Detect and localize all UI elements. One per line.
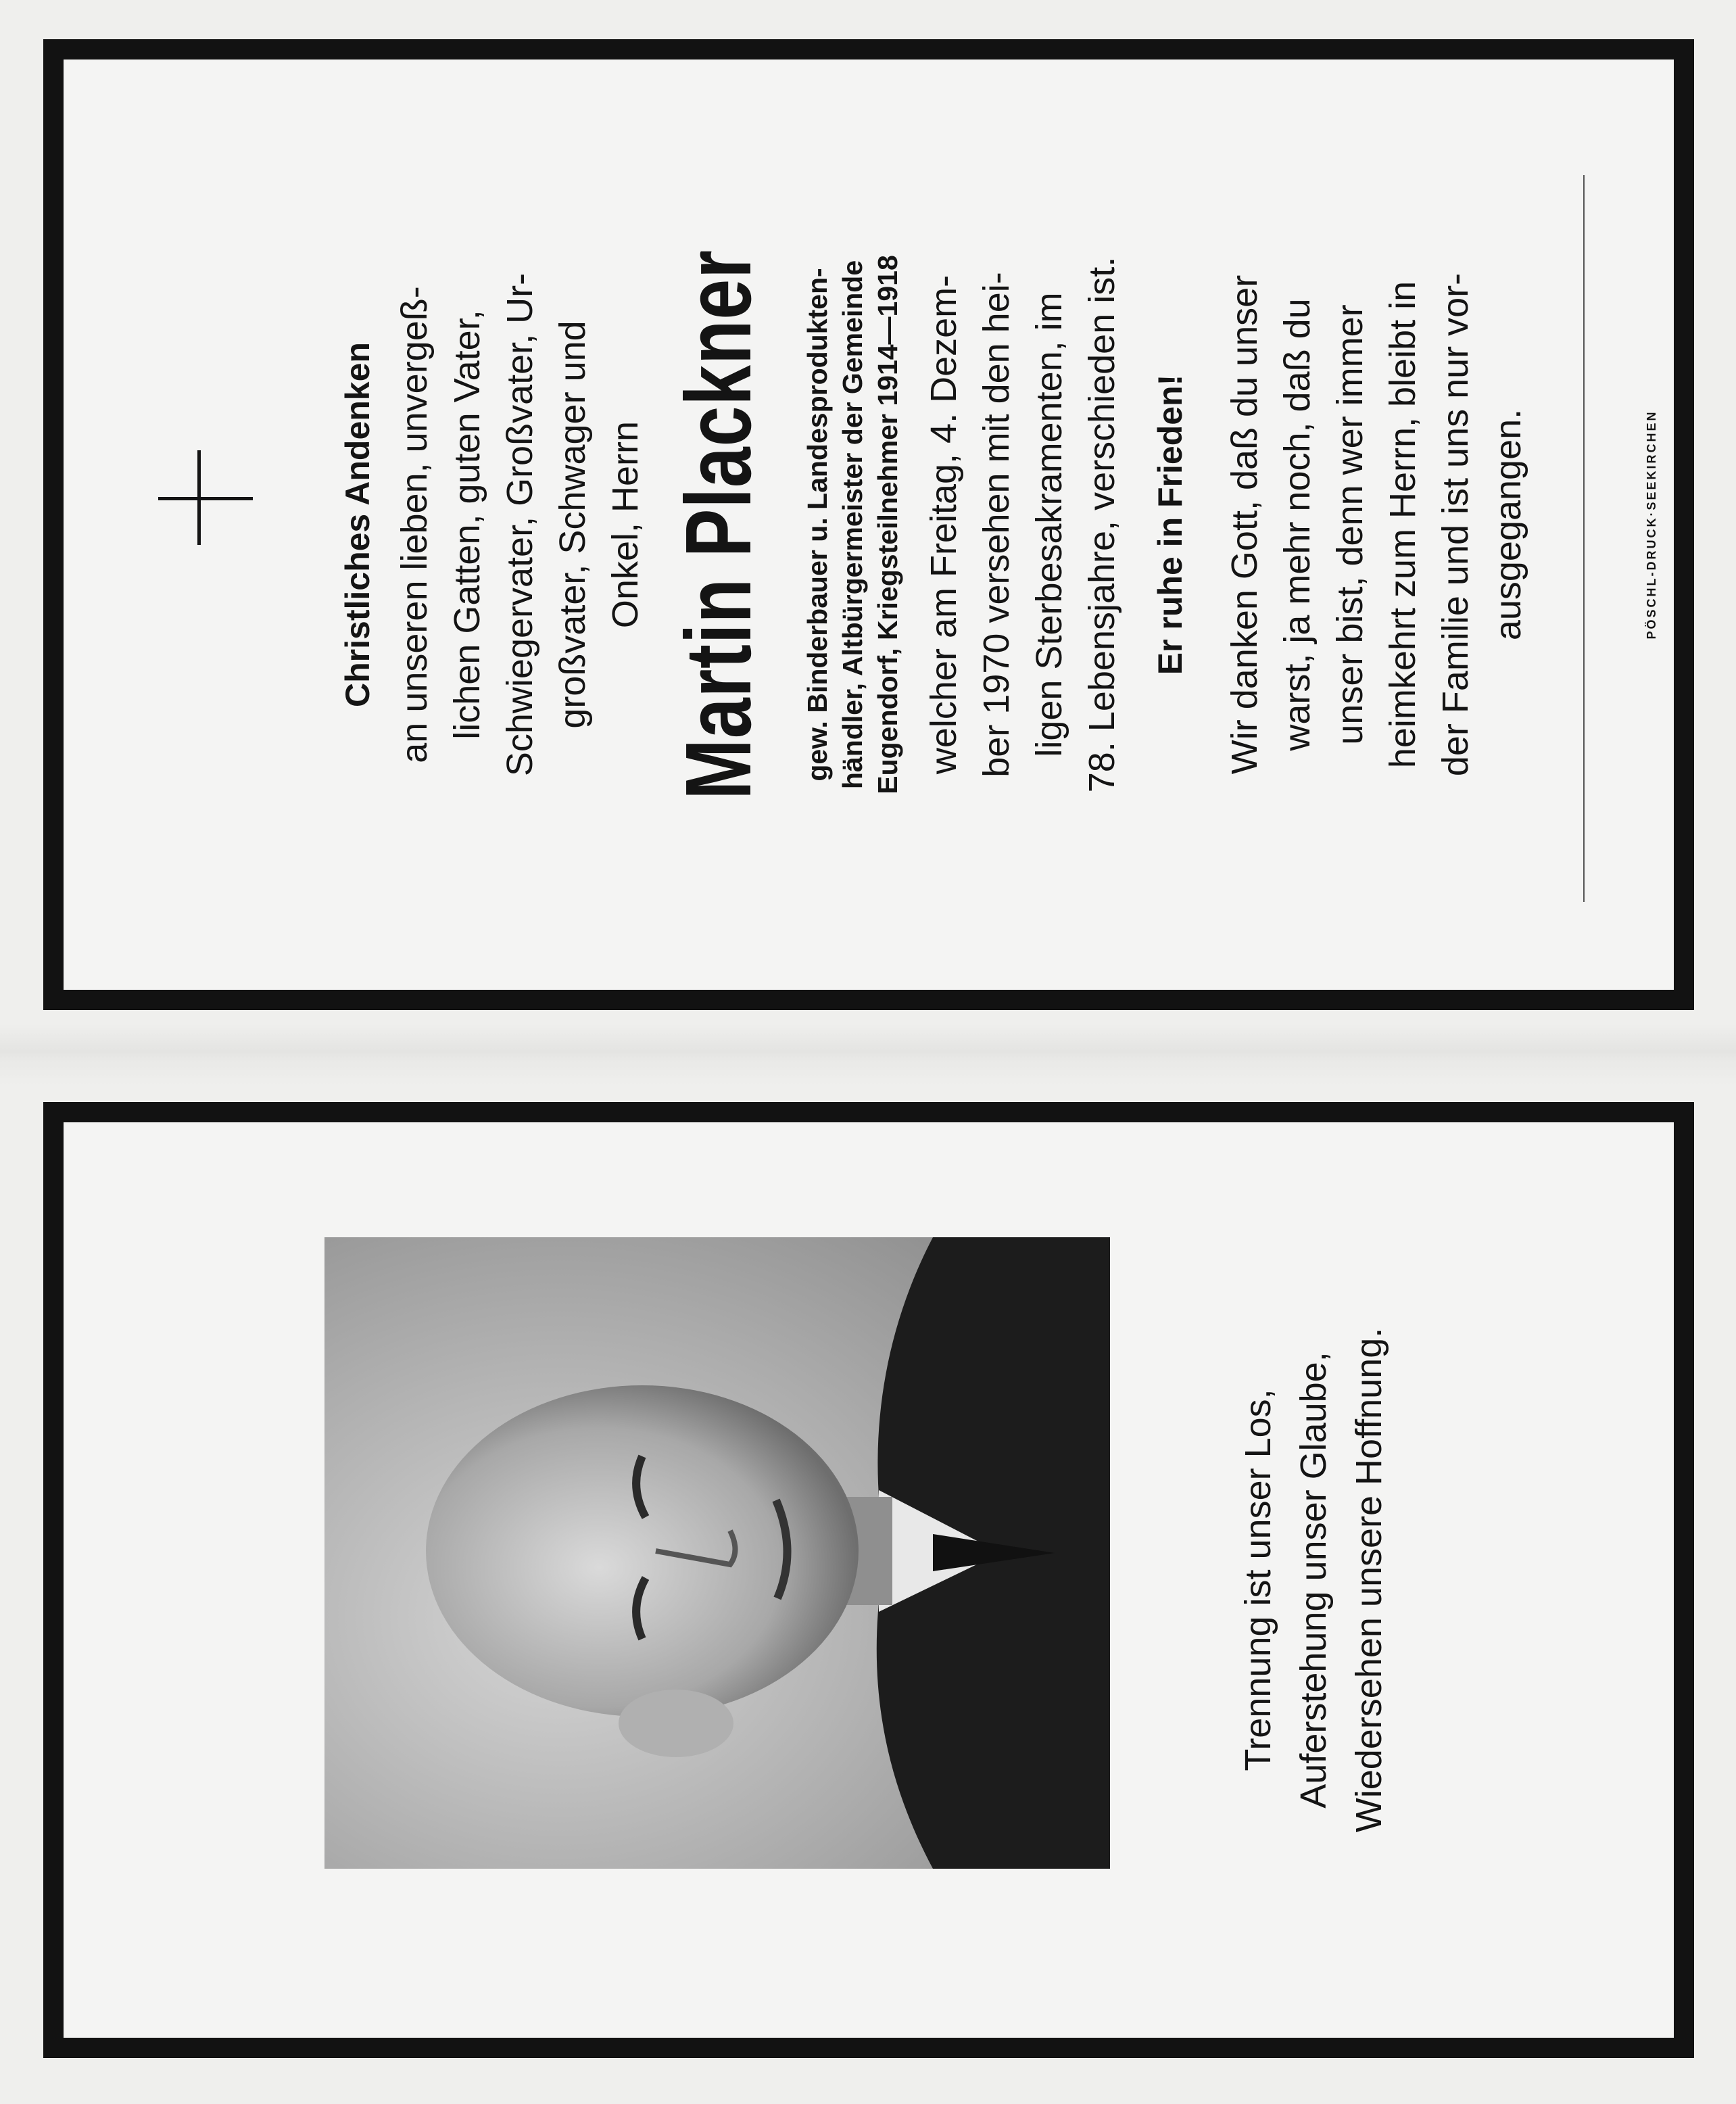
quote-line: Trennung ist unser Los, — [1238, 1389, 1278, 1771]
intro-line: an unseren lieben, unvergeß- — [394, 286, 435, 763]
titles-line: gew. Binderbauer u. Landesprodukten- — [802, 268, 833, 782]
intro-line: lichen Gatten, guten Vater, — [447, 310, 487, 740]
closing-line: warst, ja mehr noch, daß du — [1277, 298, 1318, 751]
cross-icon — [158, 450, 253, 545]
intro-line: Onkel, Herrn — [605, 421, 646, 629]
card-fold — [0, 1024, 1736, 1085]
titles-line: Eugendorf, Kriegsteilnehmer 1914—1918 — [872, 255, 903, 794]
closing-line: der Familie und ist uns nur vor- — [1435, 272, 1476, 777]
obituary-photo-panel — [43, 1102, 1694, 2058]
heading: Christliches Andenken — [339, 342, 377, 707]
closing-line: ausgegangen. — [1488, 408, 1528, 641]
intro-line: Schwiegervater, Großvater, Ur- — [500, 272, 540, 777]
closing-line: unser bist, denn wer immer — [1330, 304, 1370, 745]
divider — [1583, 175, 1585, 902]
titles-line: händler, Altbürgermeister der Gemeinde — [837, 260, 868, 790]
quote-line: Wiedersehen unsere Hoffnung. — [1349, 1327, 1389, 1833]
quote-line: Auferstehung unser Glaube, — [1293, 1352, 1334, 1809]
death-line: welcher am Freitag, 4. Dezem- — [923, 274, 964, 775]
rest-heading: Er ruhe in Frieden! — [1151, 374, 1189, 675]
closing-line: heimkehrt zum Herrn, bleibt in — [1382, 281, 1423, 769]
death-line: ligen Sterbesakramenten, im — [1029, 292, 1069, 757]
portrait-photo — [324, 1237, 1110, 1869]
obituary-text-panel — [43, 39, 1694, 1010]
intro-line: großvater, Schwager und — [552, 320, 593, 729]
printer-credit: PÖSCHL-DRUCK·SEEKIRCHEN — [1645, 410, 1658, 640]
obituary-photo-content — [64, 1122, 1674, 2038]
closing-line: Wir danken Gott, daß du unser — [1224, 274, 1265, 775]
deceased-name: Martin Plackner — [667, 249, 771, 800]
death-line: ber 1970 versehen mit den hei- — [976, 272, 1017, 778]
obituary-text-content — [64, 59, 1674, 990]
death-line: 78. Lebensjahre, verschieden ist. — [1082, 256, 1122, 793]
portrait-icon — [324, 1237, 1110, 1869]
